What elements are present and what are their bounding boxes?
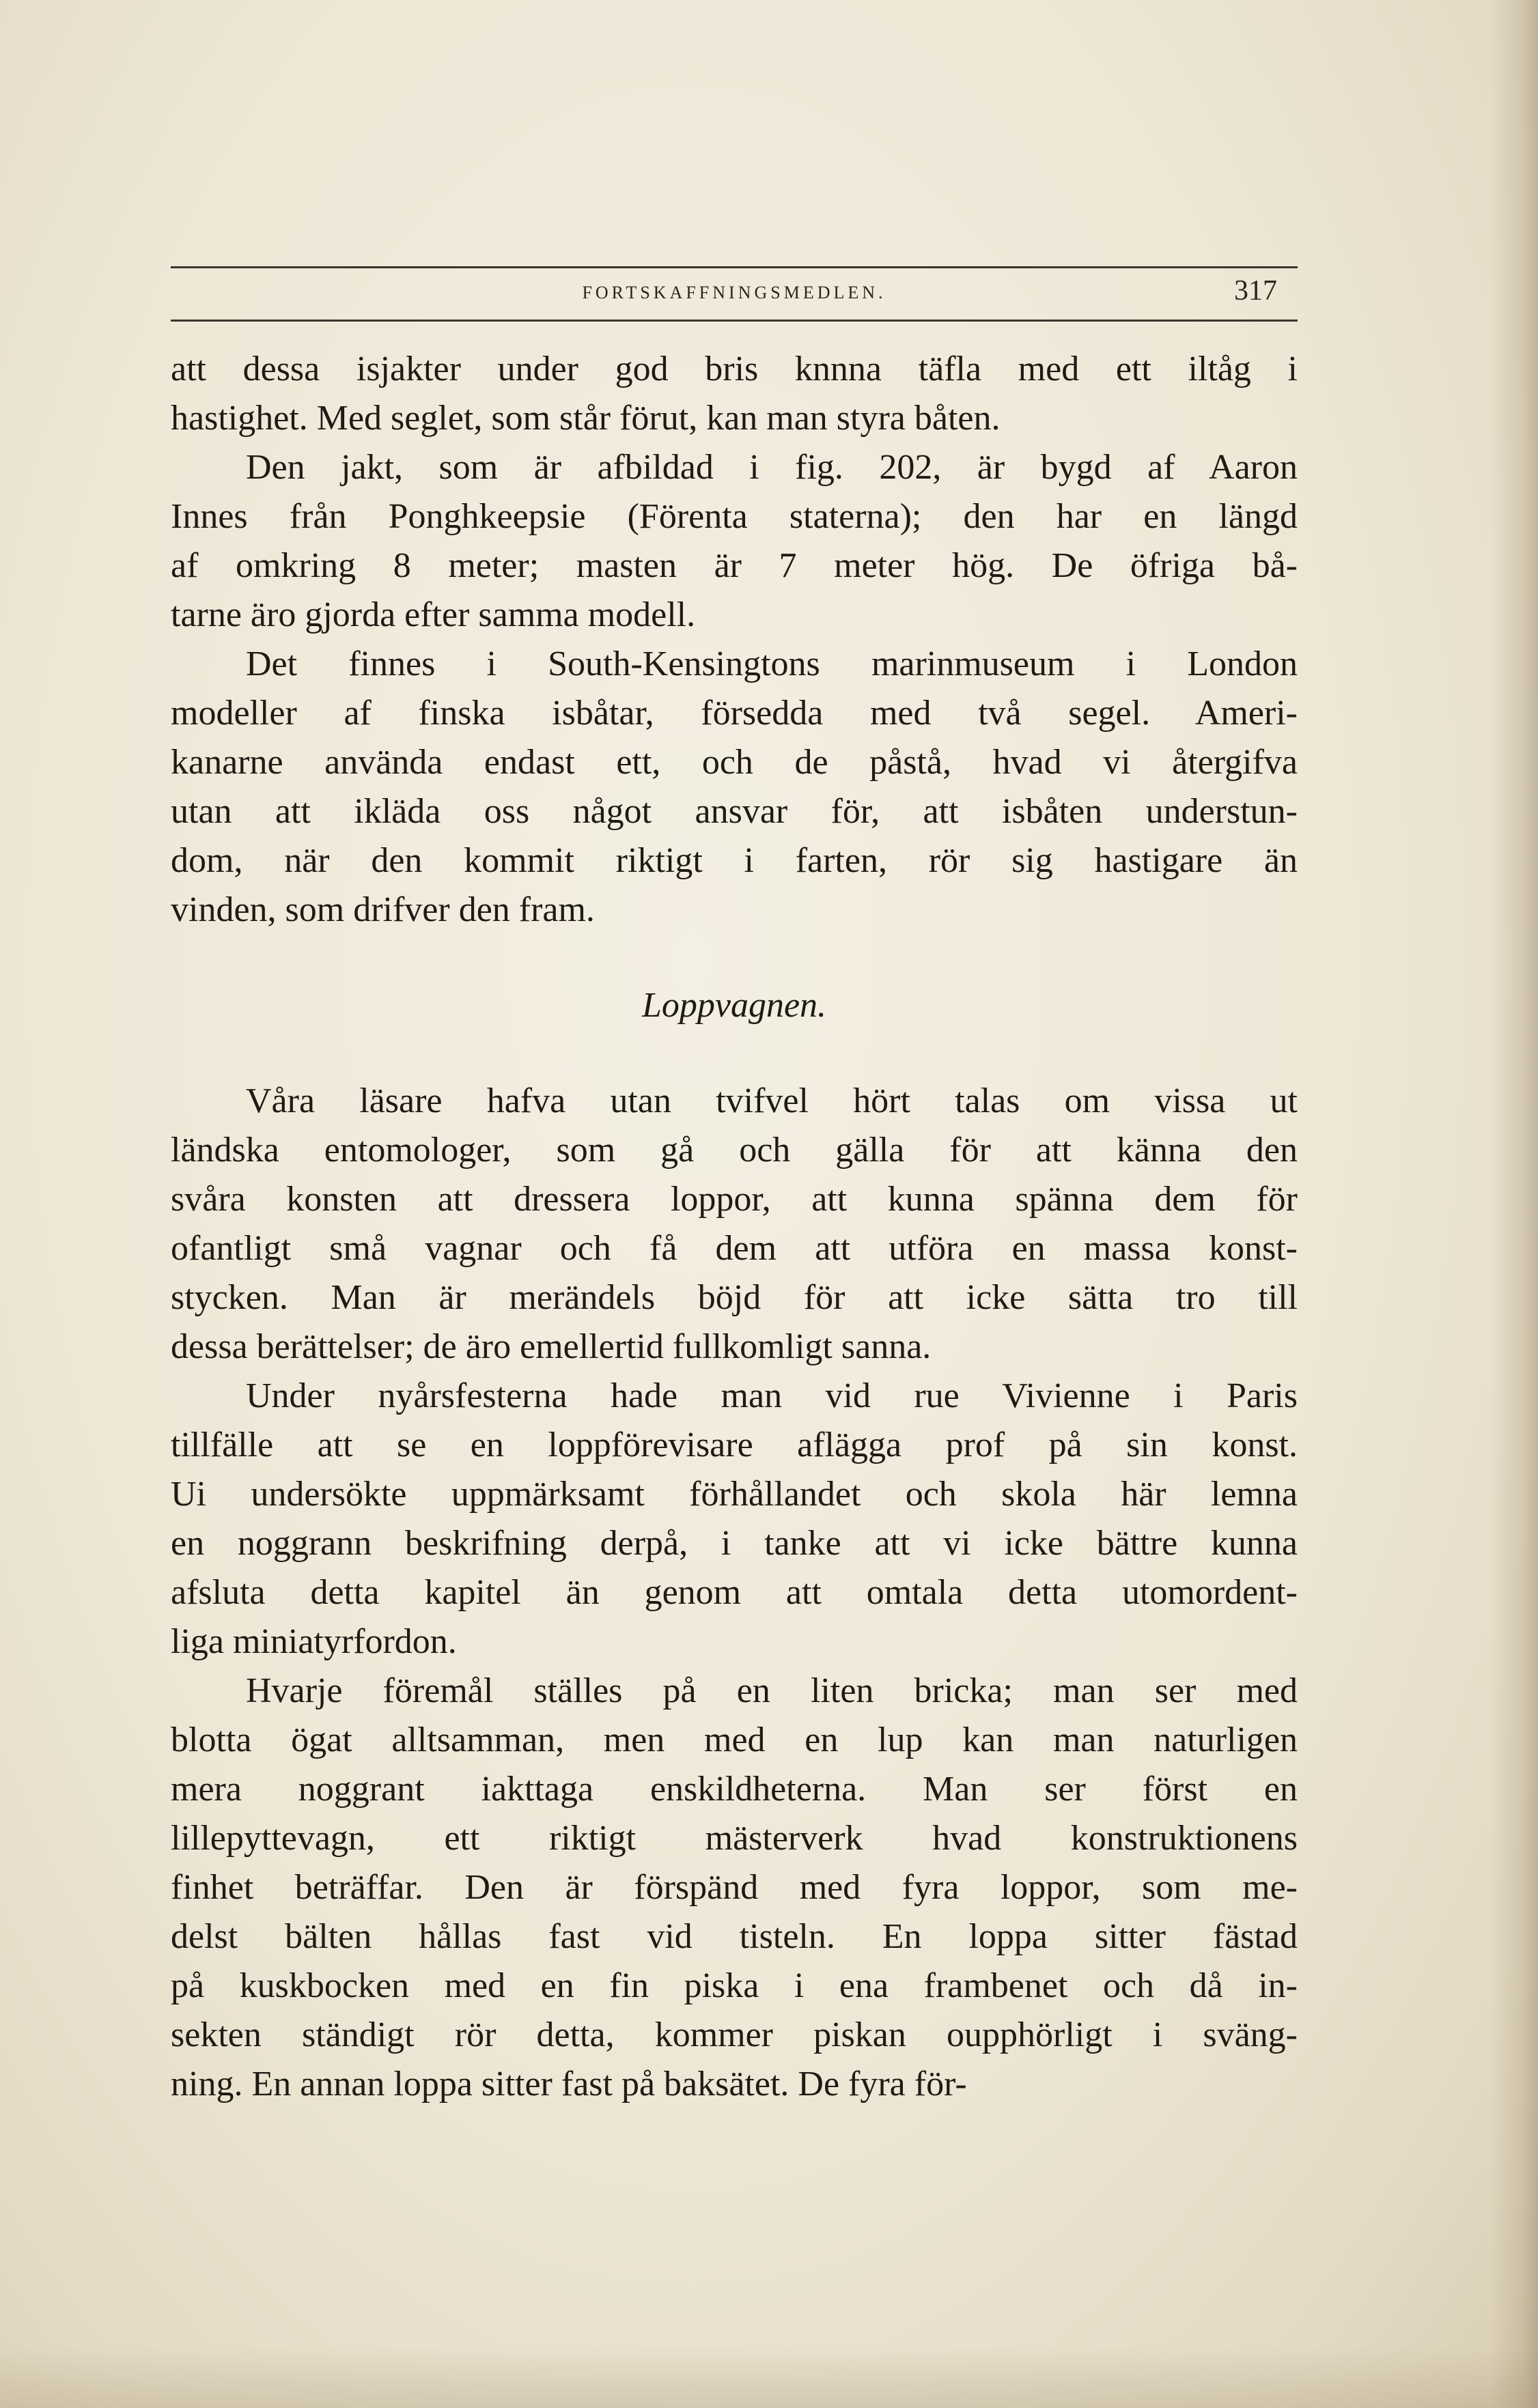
paragraph bbox=[171, 1372, 1298, 1667]
paragraph bbox=[171, 640, 1298, 935]
text-line: att dessa isjakter under god bris knnna täfla med ett iltåg i bbox=[171, 350, 1298, 388]
text-line: ning. En annan loppa sitter fast på baksätet. De fyra för- bbox=[171, 2065, 967, 2104]
running-title: FORTSKAFFNINGSMEDLEN. bbox=[582, 283, 886, 302]
text-line: liga miniatyrfordon. bbox=[171, 1622, 457, 1661]
text-line: Hvarje föremål ställes på en liten bricka; man ser med bbox=[246, 1671, 1298, 1710]
text-line: blotta ögat alltsamman, men med en lup kan man naturligen bbox=[171, 1720, 1298, 1759]
text-line: Den jakt, som är afbildad i fig. 202, är bygd af Aaron bbox=[246, 448, 1298, 487]
text-line: finhet beträffar. Den är förspänd med fyra loppor, som me- bbox=[171, 1868, 1298, 1907]
text-line: hastighet. Med seglet, som står förut, kan man styra båten. bbox=[171, 399, 1001, 438]
text-line: en noggrann beskrifning derpå, i tanke att vi icke bättre kunna bbox=[171, 1524, 1298, 1563]
page-edge-shadow bbox=[1490, 0, 1538, 2408]
text-line: modeller af finska isbåtar, försedda med två segel. Ameri- bbox=[171, 694, 1298, 733]
paragraphs-before-heading bbox=[171, 345, 1298, 935]
text-line: tillfälle att se en loppförevisare aflägga prof på sin konst. bbox=[171, 1426, 1298, 1464]
section-heading: Loppvagnen. bbox=[641, 986, 827, 1025]
page-bottom-shadow bbox=[0, 2347, 1538, 2408]
text-line: ländska entomologer, som gå och gälla för att känna den bbox=[171, 1131, 1298, 1170]
paragraph bbox=[171, 443, 1298, 640]
text-line: afsluta detta kapitel än genom att omtala detta utomordent- bbox=[171, 1573, 1298, 1612]
text-line: dom, när den kommit riktigt i farten, rör sig hastigare än bbox=[171, 841, 1298, 880]
text-line: Det finnes i South-Kensingtons marinmuseum i London bbox=[246, 645, 1298, 683]
text-line: vinden, som drifver den fram. bbox=[171, 890, 595, 929]
paragraph bbox=[171, 1077, 1298, 1372]
header-rule-top bbox=[171, 266, 1298, 268]
body-text bbox=[171, 345, 1298, 2109]
page-number: 317 bbox=[1234, 275, 1277, 307]
text-line: Under nyårsfesterna hade man vid rue Vivienne i Paris bbox=[246, 1376, 1298, 1415]
text-line: dessa berättelser; de äro emellertid fullkomligt sanna. bbox=[171, 1327, 932, 1366]
paragraph bbox=[171, 1667, 1298, 2109]
running-head bbox=[171, 258, 1298, 323]
text-line: på kuskbocken med en fin piska i ena frambenet och då in- bbox=[171, 1966, 1298, 2005]
text-line: af omkring 8 meter; masten är 7 meter hög. De öfriga bå- bbox=[171, 546, 1298, 585]
header-rule-bottom bbox=[171, 320, 1298, 322]
text-line: sekten ständigt rör detta, kommer piskan oupphörligt i sväng- bbox=[171, 2015, 1298, 2054]
text-line: Våra läsare hafva utan tvifvel hört talas om vissa ut bbox=[246, 1081, 1298, 1120]
text-line: kanarne använda endast ett, och de påstå, hvad vi återgifva bbox=[171, 743, 1298, 782]
text-line: tarne äro gjorda efter samma modell. bbox=[171, 595, 696, 634]
text-line: mera noggrant iakttaga enskildheterna. Man ser först en bbox=[171, 1770, 1298, 1809]
text-line: stycken. Man är merändels böjd för att icke sätta tro till bbox=[171, 1278, 1298, 1317]
text-line: delst bälten hållas fast vid tisteln. En loppa sitter fästad bbox=[171, 1917, 1298, 1956]
text-line: ofantligt små vagnar och få dem att utföra en massa konst- bbox=[171, 1229, 1298, 1268]
text-line: utan att ikläda oss något ansvar för, att isbåten understun- bbox=[171, 792, 1298, 831]
text-line: Innes från Ponghkeepsie (Förenta staterna); den har en längd bbox=[171, 497, 1298, 536]
text-line: svåra konsten att dressera loppor, att kunna spänna dem för bbox=[171, 1180, 1298, 1219]
text-line: Ui undersökte uppmärksamt förhållandet och skola här lemna bbox=[171, 1475, 1298, 1514]
text-line: lillepyttevagn, ett riktigt mästerverk hvad konstruktionens bbox=[171, 1819, 1298, 1858]
paragraph bbox=[171, 345, 1298, 443]
paragraphs-after-heading bbox=[171, 1077, 1298, 2109]
